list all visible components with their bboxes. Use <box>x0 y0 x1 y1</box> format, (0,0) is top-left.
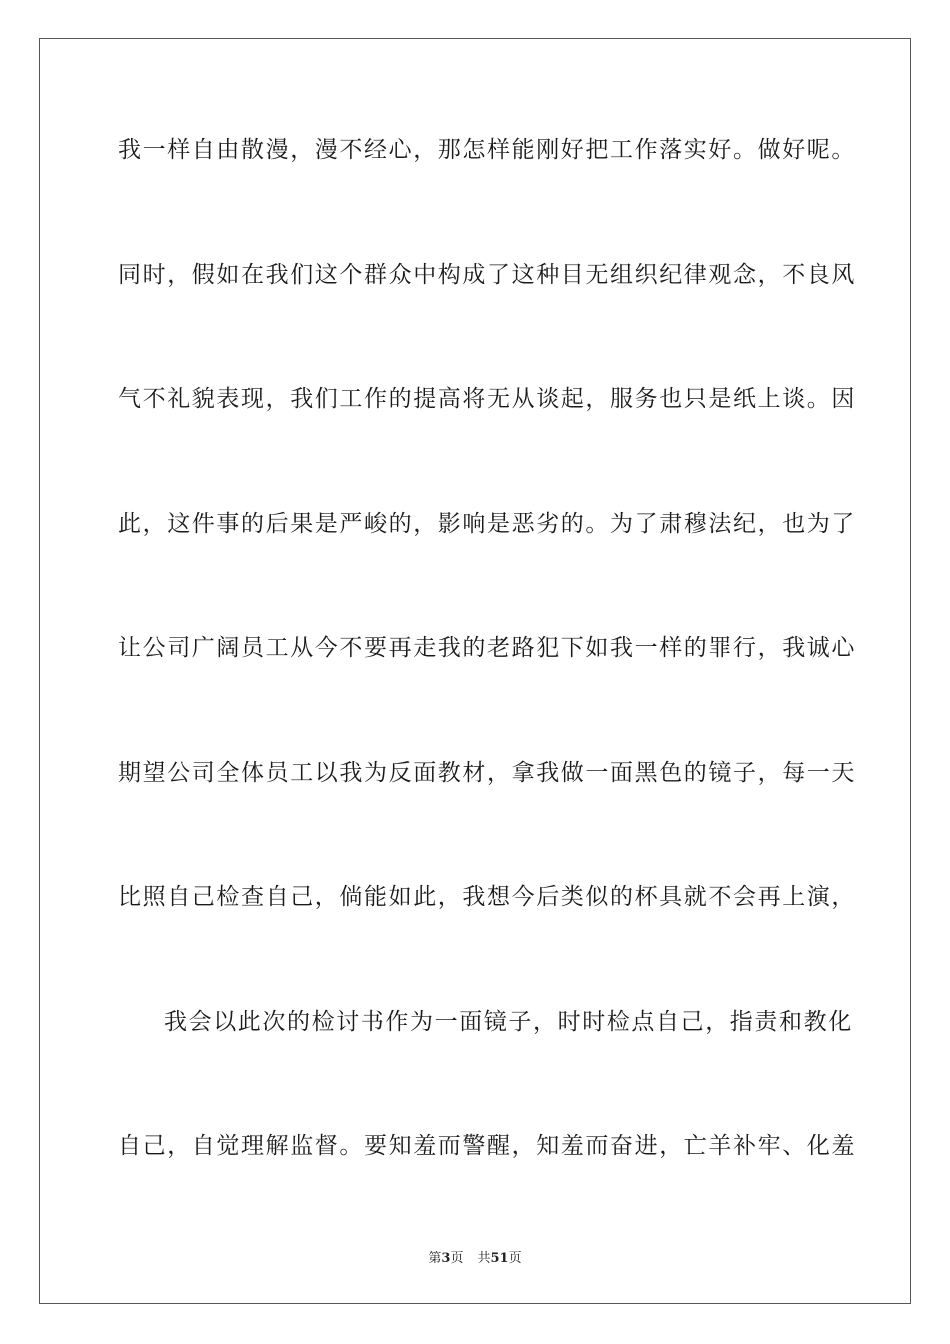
text-line: 让公司广阔员工从今不要再走我的老路犯下如我一样的罪行，我诚心 <box>118 635 856 661</box>
text-line: 自己，自觉理解监督。要知羞而警醒，知羞而奋进，亡羊补牢、化羞 <box>118 1133 856 1159</box>
document-body <box>118 127 856 1248</box>
page-footer <box>0 1247 950 1266</box>
paragraph-start-line: 我会以此次的检讨书作为一面镜子，时时检点自己，指责和教化 <box>164 1008 853 1035</box>
total-suffix: 页 <box>508 1251 522 1266</box>
page-suffix: 页 <box>450 1251 464 1266</box>
text-line: 期望公司全体员工以我为反面教材，拿我做一面黑色的镜子，每一天 <box>118 759 856 786</box>
text-line: 我一样自由散漫，漫不经心，那怎样能刚好把工作落实好。做好呢。 <box>118 137 856 163</box>
text-line: 比照自己检查自己，倘能如此，我想今后类似的杯具就不会再上演， <box>118 884 856 910</box>
total-page-count: 51 <box>490 1251 509 1266</box>
text-line: 气不礼貌表现，我们工作的提高将无从谈起，服务也只是纸上谈。因 <box>118 386 856 412</box>
current-page-number: 3 <box>441 1251 451 1266</box>
total-prefix: 共 <box>477 1251 491 1266</box>
text-line: 此，这件事的后果是严峻的，影响是恶劣的。为了肃穆法纪，也为了 <box>118 510 856 537</box>
page-prefix: 第 <box>428 1251 442 1266</box>
text-line: 同时，假如在我们这个群众中构成了这种目无组织纪律观念，不良风 <box>118 261 856 288</box>
